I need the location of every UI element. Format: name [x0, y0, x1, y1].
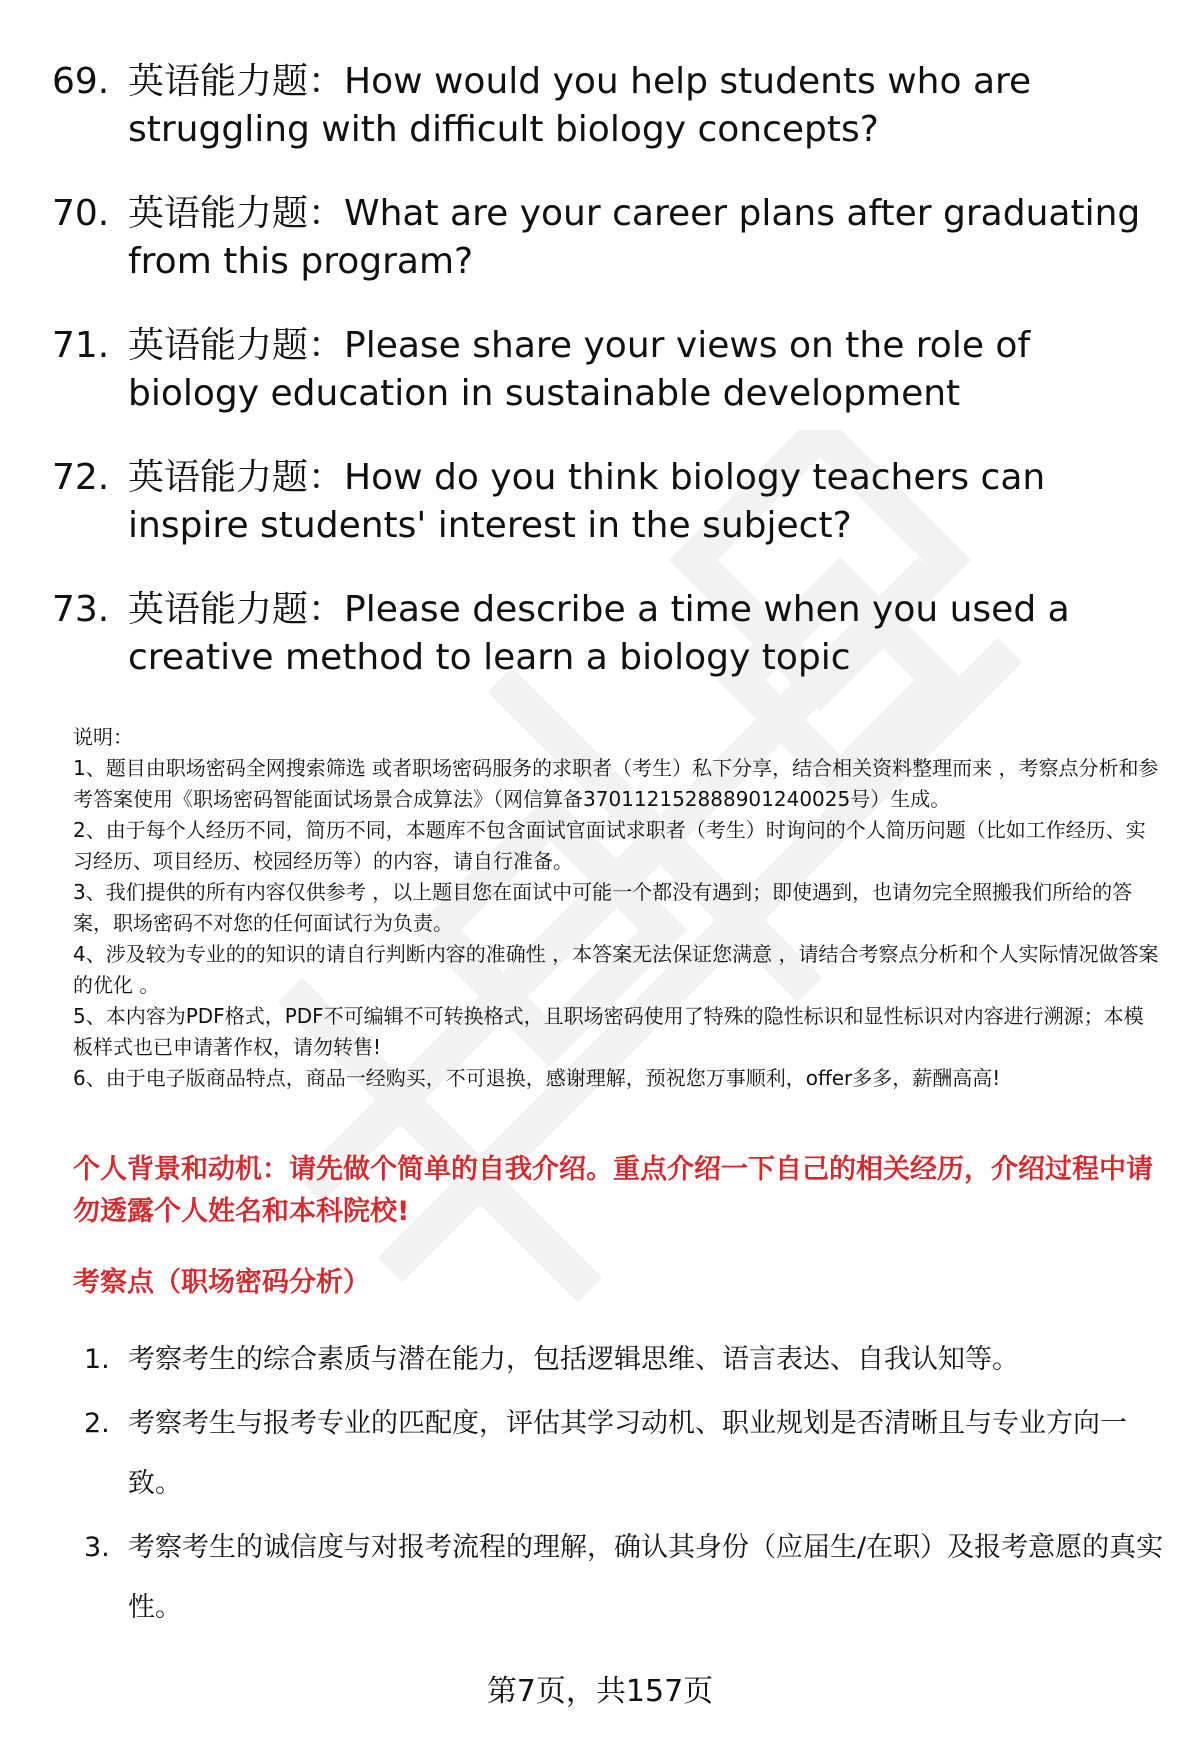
question-item	[52, 322, 1162, 418]
note-item: 2、由于每个人经历不同，简历不同，本题库不包含面试官面试求职者（考生）时询问的个人简历问题（比如工作经历、实习经历、项目经历、校园经历等）的内容，请自行准备。	[73, 818, 1146, 873]
note-item: 6、由于电子版商品特点，商品一经购买，不可退换，感谢理解，预祝您万事顺利，offer多多，薪酬高高!	[73, 1066, 1001, 1090]
question-text: 英语能力题：Please describe a time when you used a creative method to learn a biology topic	[128, 589, 1070, 678]
question-item	[52, 586, 1162, 682]
question-item	[52, 454, 1162, 550]
assessment-points-heading: 考察点（职场密码分析）	[73, 1267, 370, 1298]
notes-title: 说明：	[73, 725, 133, 749]
question-number: 69.	[52, 61, 110, 102]
question-text: 英语能力题：How would you help students who are struggling with difficult biology concepts?	[128, 61, 1032, 150]
note-item: 5、本内容为PDF格式，PDF不可编辑不可转换格式，且职场密码使用了特殊的隐性标识和显性标识对内容进行溯源；本模板样式也已申请著作权，请勿转售!	[73, 1004, 1144, 1059]
question-number: 72.	[52, 457, 110, 498]
point-text: 考察考生的诚信度与对报考流程的理解，确认其身份（应届生/在职）及报考意愿的真实性。	[128, 1532, 1164, 1623]
question-text: 英语能力题：Please share your views on the role of biology education in sustainable development	[128, 325, 1031, 414]
point-number: 3.	[84, 1532, 110, 1563]
assessment-points-list	[84, 1330, 1164, 1642]
note-item: 3、我们提供的所有内容仅供参考 ，以上题目您在面试中可能一个都没有遇到；即使遇到，也请勿完全照搬我们所给的答案，职场密码不对您的任何面试行为负责。	[73, 880, 1133, 935]
assessment-point	[84, 1394, 1164, 1514]
question-number: 70.	[52, 193, 110, 234]
point-number: 1.	[84, 1344, 110, 1375]
assessment-point	[84, 1330, 1164, 1390]
question-number: 71.	[52, 325, 110, 366]
question-item	[52, 190, 1162, 286]
question-text: 英语能力题：How do you think biology teachers can inspire students' interest in the subject?	[128, 457, 1046, 546]
point-text: 考察考生的综合素质与潜在能力，包括逻辑思维、语言表达、自我认知等。	[128, 1344, 1019, 1375]
assessment-point	[84, 1518, 1164, 1638]
question-number: 73.	[52, 589, 110, 630]
notes-section	[73, 722, 1163, 1094]
point-number: 2.	[84, 1408, 110, 1439]
question-list	[52, 58, 1162, 718]
note-item: 1、题目由职场密码全网搜索筛选 或者职场密码服务的求职者（考生）私下分享，结合相关资料整理而来 ，考察点分析和参考答案使用《职场密码智能面试场景合成算法》（网信算备370112152888901240025号）生成。	[73, 756, 1159, 811]
note-item: 4、涉及较为专业的的知识的请自行判断内容的准确性 ，本答案无法保证您满意 ，请结合考察点分析和个人实际情况做答案的优化 。	[73, 942, 1159, 997]
point-text: 考察考生与报考专业的匹配度，评估其学习动机、职业规划是否清晰且与专业方向一致。	[128, 1408, 1127, 1499]
page-number-footer: 第7页，共157页	[486, 1674, 714, 1709]
intro-question-heading: 个人背景和动机：请先做个简单的自我介绍。重点介绍一下自己的相关经历，介绍过程中请勿透露个人姓名和本科院校!	[73, 1154, 1153, 1227]
question-text: 英语能力题：What are your career plans after graduating from this program?	[128, 193, 1141, 282]
question-item	[52, 58, 1162, 154]
